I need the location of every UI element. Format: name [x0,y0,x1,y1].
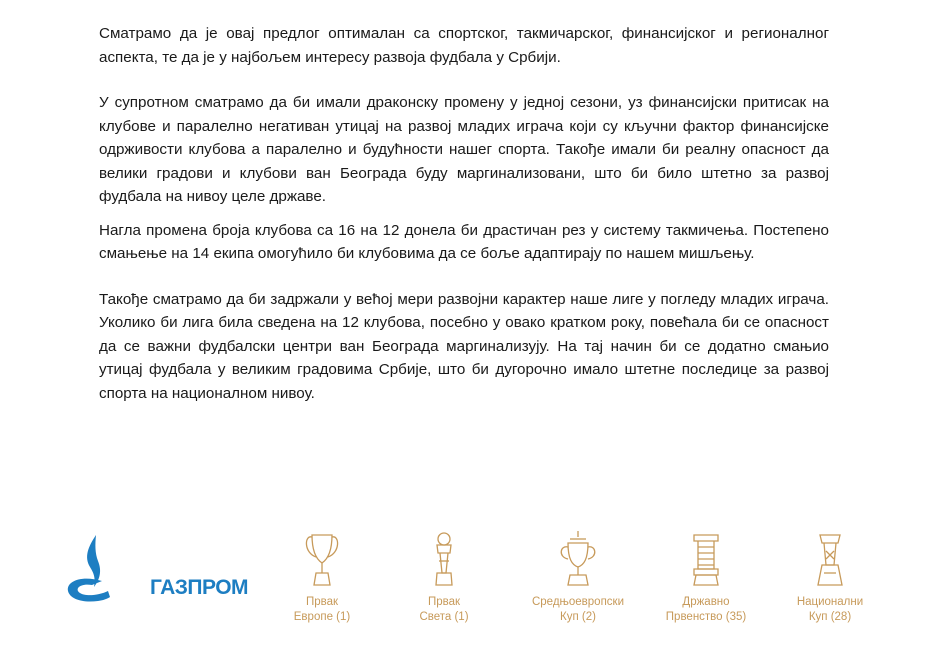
mitropa-cup-trophy-icon [554,529,602,589]
document-body [99,22,829,405]
national-cup-trophy-icon [810,529,850,589]
trophy-national-cup [770,529,890,625]
trophy-label-intercontinental-cup: Првак Света (1) [419,596,469,623]
gazprom-flame-icon [62,531,142,605]
trophy-national-championship [646,529,766,625]
trophy-label-national-cup: Национални Куп (28) [796,596,864,623]
trophy-label-mitropa-cup: Средњоевропски Куп (2) [531,596,625,623]
paragraph-4: Такође сматрамо да би задржали у већој мери развојни карактер наше лиге у погледу младих играча. Уколико би лига била сведена на 12 клубова, посебно у овако кратком року, повећала би се опасност да се важни фудбалски центри ван Београда маргинализују. На тај начин би се додатно смањио утицај фудбала у великим градовима Србије, што би дугорочно имало штетне последице за развој спорта на националном нивоу. [99,290,829,402]
paragraph-1: Сматрамо да је овај предлог оптималан са спортског, такмичарског, финансијског и регионалног аспекта, те да је у најбољем интересу развоја фудбала у Србији. [99,25,829,66]
trophy-label-european-cup: Првак Европе (1) [293,596,351,623]
gazprom-wordmark: ГАЗПРОМ [150,576,249,599]
gazprom-logo [62,531,249,603]
trophy-intercontinental-cup [384,529,504,625]
trophy-european-cup [262,529,382,625]
trophy-mitropa-cup [518,529,638,625]
trophy-label-national-championship: Државно Првенство (35) [665,596,747,623]
footer [0,525,939,635]
european-cup-trophy-icon [302,529,342,589]
paragraph-2: У супротном сматрамо да би имали драконску промену у једној сезони, уз финансијски притисак на клубове и паралелно негативан утицај на развој младих играча који су кључни фактор финансијске одрживости клубова а паралелно и будућности нашег спорта. Такође имали би реалну опасност да велики градови и клубови ван Београда буду маргинализовани, што би било штетно за развој фудбала на нивоу целе државе. [99,94,829,205]
national-championship-trophy-icon [686,529,726,589]
intercontinental-cup-trophy-icon [424,529,464,589]
paragraph-3: Нагла промена броја клубова са 16 на 12 донела би драстичан рез у систему такмичења. Постепено смањење на 14 екипа омогућило би клубовима да се боље адаптирају по нашем мишљењу. [99,221,829,262]
